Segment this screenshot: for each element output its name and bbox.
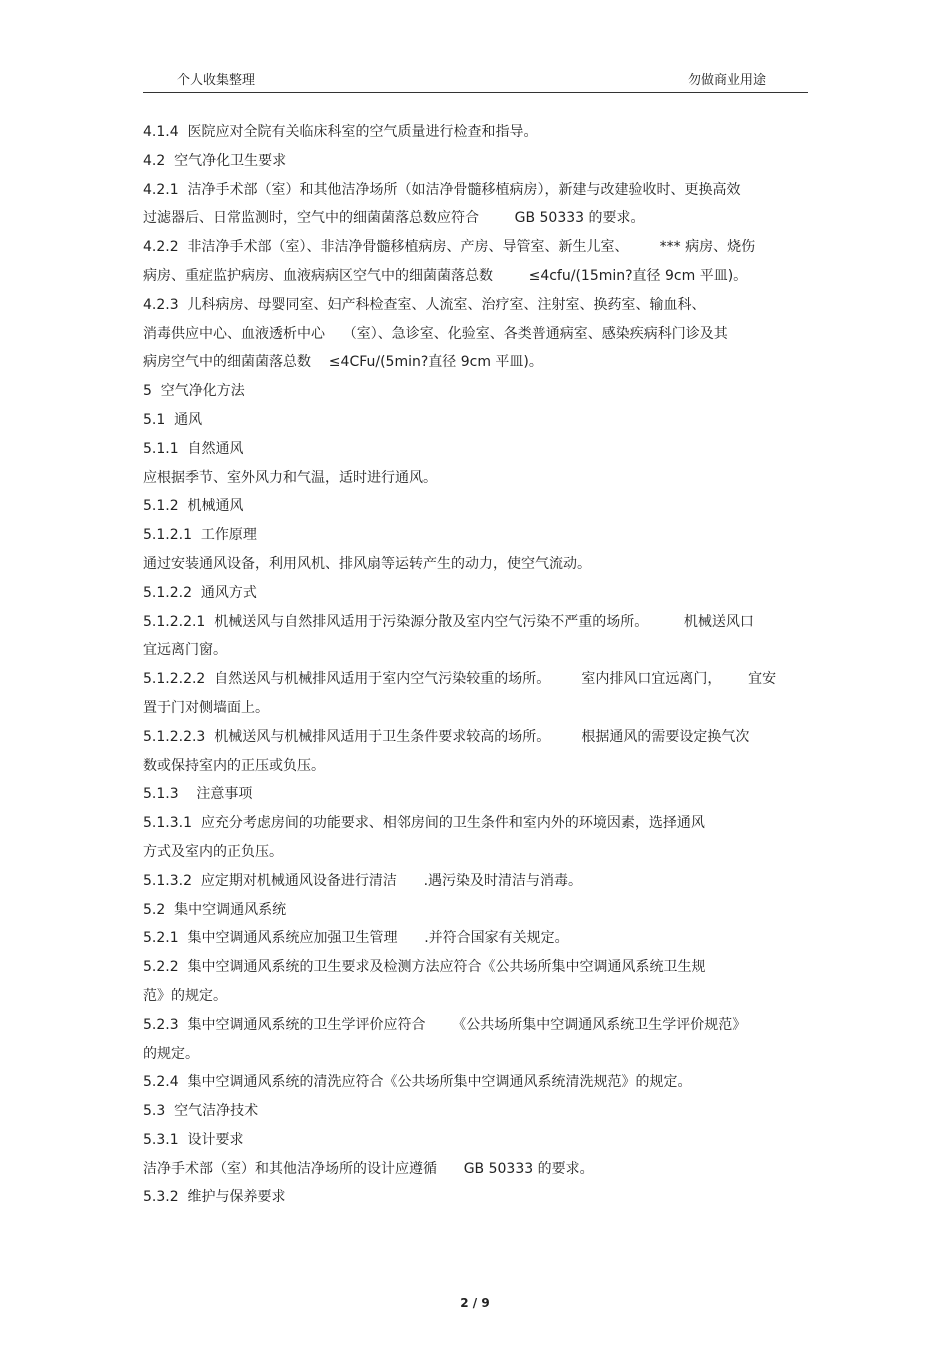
text-line: 病房空气中的细菌菌落总数 ≤4CFu/(5min?直径 9cm 平皿)。 [143, 354, 543, 371]
section-heading: 5 空气净化方法 [143, 383, 245, 400]
text-line: 5.1.3.2 应定期对机械通风设备进行清洁 .遇污染及时清洁与消毒。 [143, 872, 583, 889]
text-line: 5.1.3.1 应充分考虑房间的功能要求、相邻房间的卫生条件和室内外的环境因素，选择通风 [143, 815, 705, 832]
page-header [143, 64, 808, 93]
header-left-text: 个人收集整理 [177, 73, 256, 88]
section-heading: 4.2 空气净化卫生要求 [143, 152, 287, 169]
text-line: 病房、重症监护病房、血液病病区空气中的细菌菌落总数 ≤4cfu/(15min?直径 9cm 平皿)。 [143, 267, 748, 284]
text-line: 方式及室内的正负压。 [143, 843, 283, 860]
text-line: 的规定。 [143, 1045, 199, 1062]
text-line: 4.1.4 医院应对全院有关临床科室的空气质量进行检查和指导。 [143, 124, 538, 140]
text-line: 4.2.3 儿科病房、母婴同室、妇产科检查室、人流室、治疗室、注射室、换药室、输血科、 [143, 296, 706, 313]
text-line: 4.2.1 洁净手术部（室）和其他洁净场所（如洁净骨髓移植病房），新建与改建验收时、更换高效 [143, 181, 741, 198]
text-line: 5.2.3 集中空调通风系统的卫生学评价应符合 《公共场所集中空调通风系统卫生学评价规范》 [143, 1016, 747, 1033]
header-right-text: 勿做商业用途 [687, 73, 766, 88]
text-line: 5.2.4 集中空调通风系统的清洗应符合《公共场所集中空调通风系统清洗规范》的规定。 [143, 1074, 692, 1091]
section-heading: 5.1 通风 [143, 411, 203, 428]
section-heading: 5.1.1 自然通风 [143, 440, 244, 457]
section-heading: 5.3 空气洁净技术 [143, 1103, 259, 1120]
document-body [143, 118, 811, 1212]
text-line: 数或保持室内的正压或负压。 [143, 757, 325, 774]
section-heading: 5.3.1 设计要求 [143, 1131, 244, 1148]
text-line: 过滤器后、日常监测时，空气中的细菌菌落总数应符合 GB 50333 的要求。 [143, 210, 645, 227]
text-line: 5.2.2 集中空调通风系统的卫生要求及检测方法应符合《公共场所集中空调通风系统卫生规 [143, 959, 706, 976]
text-line: 4.2.2 非洁净手术部（室）、非洁净骨髓移植病房、产房、导管室、新生儿室、 *** 病房、烧伤 [143, 239, 756, 256]
text-line: 范》的规定。 [143, 987, 227, 1004]
text-line: 消毒供应中心、血液透析中心 （室）、急诊室、化验室、各类普通病室、感染疾病科门诊及其 [143, 325, 728, 342]
section-heading: 5.1.2.2 通风方式 [143, 584, 257, 601]
text-line: 应根据季节、室外风力和气温，适时进行通风。 [143, 469, 437, 486]
section-heading: 5.1.3 注意事项 [143, 786, 253, 803]
text-line: 5.2.1 集中空调通风系统应加强卫生管理 .并符合国家有关规定。 [143, 930, 569, 947]
section-heading: 5.2 集中空调通风系统 [143, 901, 287, 918]
text-line: 5.1.2.2.1 机械送风与自然排风适用于污染源分散及室内空气污染不严重的场所。 机械送风口 [143, 613, 754, 630]
section-heading: 5.1.2.1 工作原理 [143, 527, 257, 544]
section-heading: 5.1.2 机械通风 [143, 498, 244, 515]
text-line: 5.1.2.2.3 机械送风与机械排风适用于卫生条件要求较高的场所。 根据通风的需要设定换气次 [143, 728, 750, 745]
page-number: 2 / 9 [460, 1296, 490, 1310]
text-line: 5.1.2.2.2 自然送风与机械排风适用于室内空气污染较重的场所。 室内排风口宜远离门， 宜安 [143, 671, 777, 688]
text-line: 通过安装通风设备，利用风机、排风扇等运转产生的动力，使空气流动。 [143, 555, 591, 572]
text-line: 洁净手术部（室）和其他洁净场所的设计应遵循 GB 50333 的要求。 [143, 1160, 594, 1177]
text-line: 置于门对侧墙面上。 [143, 699, 269, 716]
text-line: 宜远离门窗。 [143, 642, 227, 659]
section-heading: 5.3.2 维护与保养要求 [143, 1189, 286, 1206]
